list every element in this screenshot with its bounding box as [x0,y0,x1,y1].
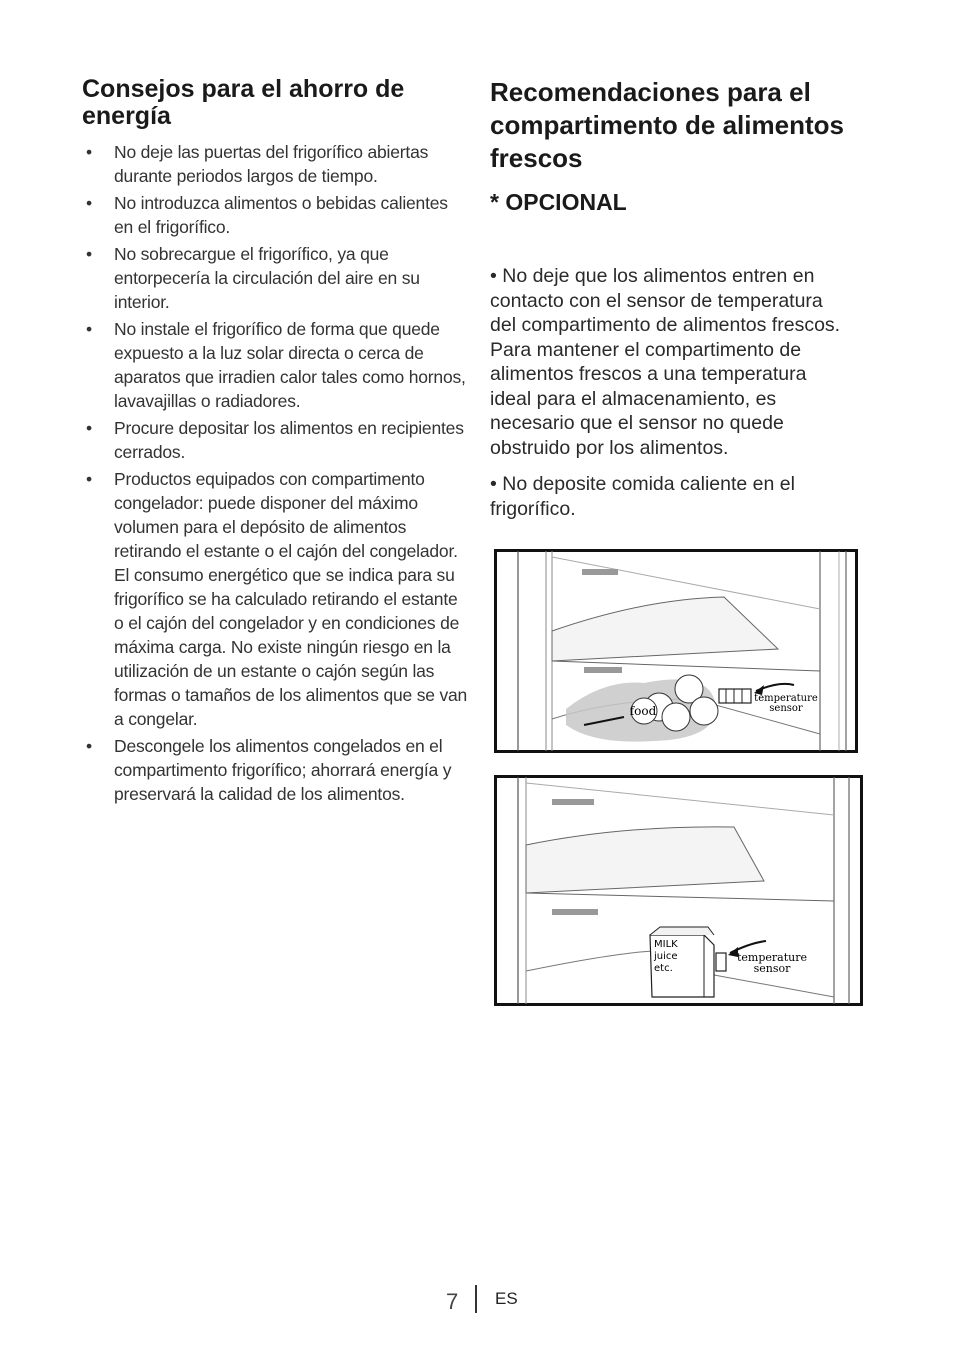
tip-item: • No deje las puertas del frigorífico abiertas durante periodos largos de tiempo. [82,140,468,188]
tip-item: • No sobrecargue el frigorífico, ya que entorpecería la circulación del aire en su interior. [82,242,468,314]
fresh-food-heading: Recomendaciones para el compartimento de alimentos frescos [490,77,844,173]
optional-label: * OPCIONAL [490,189,627,215]
fridge-carton-illustration [494,775,863,1006]
carton-label-milk: MILK [654,939,678,950]
hot-food-advice-paragraph: • No deposite comida caliente en el frigorífico. [490,473,795,520]
sensor-advice-paragraph: • No deje que los alimentos entren en contacto con el sensor de temperatura del compartimento de alimentos frescos. Para mantener el compartimento de alimentos frescos a una temperatura ideal para el almacenamiento, es necesario que el sensor no quede obstruido por los alimentos. [490,265,841,459]
fresh-food-section [490,76,880,521]
food-label: food [629,704,657,718]
tip-item: • Productos equipados con compartimento congelador: puede disponer del máximo volumen para el depósito de alimentos retirando el estante o el cajón del congelador. El consumo energético que se indica para su frigorífico se ha calculado retirando el estante o el cajón del congelador y en condiciones de máxima carga. No existe ningún riesgo en la utilización de un estante o cajón según las formas o tamaños de los alimentos que se van a congelar. [82,467,468,731]
energy-tips-section [82,76,468,809]
sensor-label-line1: temperature [736,951,808,964]
carton-label-etc: etc. [654,963,673,974]
carton-label-juice: juice [654,951,678,962]
footer-divider [475,1285,477,1313]
tip-item: • Descongele los alimentos congelados en el compartimento frigorífico; ahorrará energía y preservará la calidad de los alimentos. [82,734,468,806]
energy-tips-heading: Consejos para el ahorro de energía [82,75,405,130]
energy-tips-list [82,140,468,806]
language-code: ES [495,1289,518,1308]
fridge-food-illustration [494,549,858,753]
page-footer [0,1285,954,1317]
tip-item: • No instale el frigorífico de forma que quede expuesto a la luz solar directa o cerca de aparatos que irradien calor tales como hornos, lavavajillas o radiadores. [82,317,468,413]
sensor-label-line2: sensor [753,962,791,975]
page-number: 7 [446,1289,459,1314]
tip-item: • Procure depositar los alimentos en recipientes cerrados. [82,416,468,464]
sensor-label-line1: temperature [754,693,818,704]
tip-item: • No introduzca alimentos o bebidas calientes en el frigorífico. [82,191,468,239]
sensor-label-line2: sensor [769,703,803,714]
